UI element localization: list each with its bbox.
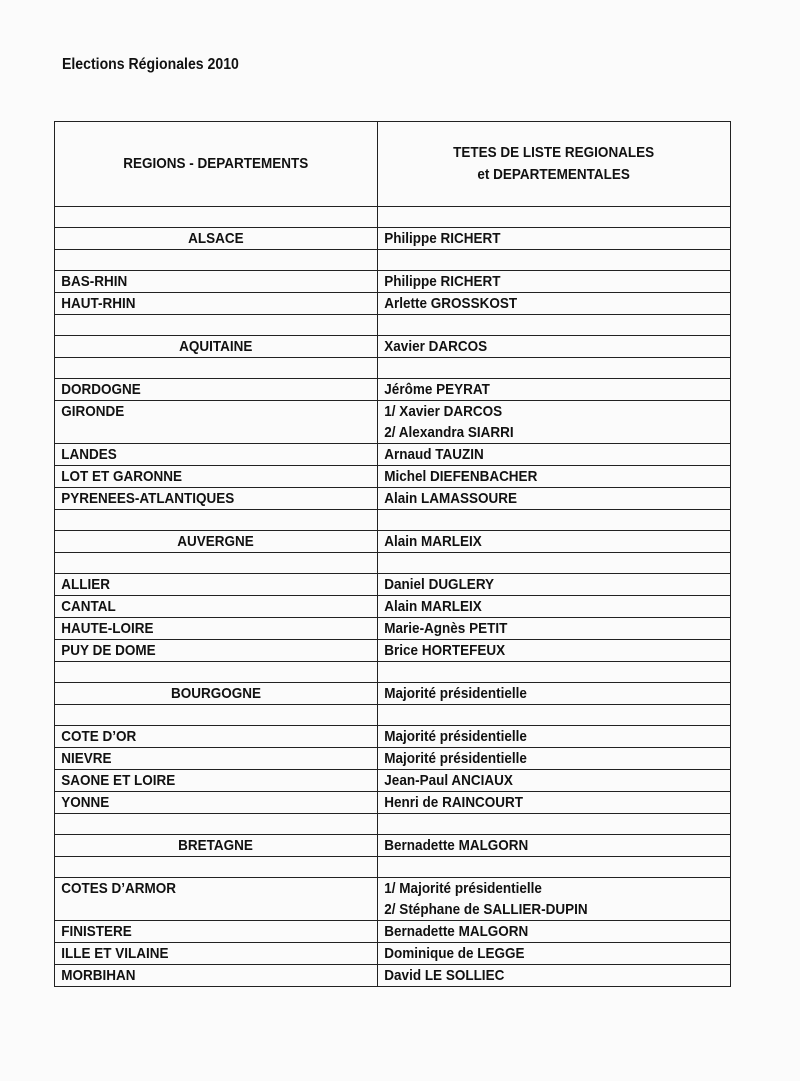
list-head-group — [378, 596, 482, 617]
department-row — [55, 379, 731, 401]
spacer-row — [55, 510, 731, 531]
department-name-cell — [55, 726, 378, 748]
spacer-row — [55, 250, 731, 271]
list-head-group — [378, 748, 527, 769]
list-head-name: Jean-Paul ANCIAUX — [384, 772, 513, 789]
document-title: Elections Régionales 2010 — [62, 56, 239, 73]
department-name-cell — [55, 401, 378, 444]
region-name-cell — [55, 683, 378, 705]
table-header-row — [55, 122, 731, 207]
list-head-group — [378, 726, 527, 747]
list-head-cell — [378, 574, 731, 596]
department-row — [55, 488, 731, 510]
list-head-name: Arlette GROSSKOST — [384, 295, 518, 312]
department-name-cell — [55, 488, 378, 510]
list-head-group — [378, 965, 504, 986]
list-head-name: 1/ Majorité présidentielle — [384, 880, 542, 897]
spacer-row — [55, 315, 731, 336]
list-head-cell — [378, 921, 731, 943]
spacer-row — [55, 358, 731, 379]
empty-cell — [55, 315, 378, 336]
list-head-name: Dominique de LEGGE — [384, 945, 525, 962]
department-row — [55, 792, 731, 814]
department-row — [55, 466, 731, 488]
list-head-group — [378, 574, 494, 595]
header-line-2: et DEPARTEMENTALES — [477, 166, 631, 183]
department-row — [55, 878, 731, 921]
list-head-cell — [378, 531, 731, 553]
empty-cell — [378, 315, 731, 336]
list-head-name: Bernadette MALGORN — [384, 923, 529, 940]
list-head-cell — [378, 293, 731, 315]
spacer-row — [55, 662, 731, 683]
list-head-cell — [378, 770, 731, 792]
region-row — [55, 228, 731, 250]
list-head-cell — [378, 878, 731, 921]
list-head-group — [378, 444, 484, 465]
list-head-cell — [378, 336, 731, 358]
spacer-row — [55, 705, 731, 726]
list-head-group — [378, 921, 528, 942]
department-row — [55, 293, 731, 315]
department-row — [55, 943, 731, 965]
department-name: SAONE ET LOIRE — [61, 772, 176, 789]
list-head-name: Philippe RICHERT — [384, 230, 501, 247]
list-head-cell — [378, 683, 731, 705]
department-row — [55, 444, 731, 466]
list-head-cell — [378, 943, 731, 965]
empty-cell — [55, 510, 378, 531]
empty-cell — [55, 207, 378, 228]
empty-cell — [378, 705, 731, 726]
list-head-cell — [378, 640, 731, 662]
list-head-cell — [378, 466, 731, 488]
department-name: PYRENEES-ATLANTIQUES — [61, 490, 235, 507]
empty-cell — [378, 857, 731, 878]
department-name-cell — [55, 293, 378, 315]
department-name-cell — [55, 379, 378, 401]
list-head-name: Alain MARLEIX — [384, 598, 482, 615]
list-head-cell — [378, 444, 731, 466]
region-name-cell — [55, 228, 378, 250]
list-head-group — [378, 379, 490, 400]
department-row — [55, 921, 731, 943]
department-row — [55, 401, 731, 444]
list-head-cell — [378, 271, 731, 293]
list-head-name: David LE SOLLIEC — [384, 967, 505, 984]
region-name: BOURGOGNE — [170, 685, 261, 702]
list-head-cell — [378, 748, 731, 770]
department-name-cell — [55, 466, 378, 488]
header-tetes-de-liste — [378, 122, 731, 207]
list-head-name: 2/ Alexandra SIARRI — [384, 424, 514, 441]
list-head-name: Majorité présidentielle — [384, 685, 527, 702]
department-name: DORDOGNE — [61, 381, 141, 398]
empty-cell — [55, 814, 378, 835]
list-head-name: Arnaud TAUZIN — [384, 446, 484, 463]
region-row — [55, 336, 731, 358]
region-name-cell — [55, 336, 378, 358]
department-name: ALLIER — [61, 576, 111, 593]
region-name-cell — [55, 531, 378, 553]
spacer-row — [55, 857, 731, 878]
list-head-cell — [378, 379, 731, 401]
empty-cell — [378, 250, 731, 271]
list-head-name: Alain LAMASSOURE — [384, 490, 518, 507]
empty-cell — [55, 662, 378, 683]
department-name: MORBIHAN — [61, 967, 136, 984]
region-name: AQUITAINE — [179, 338, 253, 355]
list-head-group — [378, 466, 537, 487]
list-head-cell — [378, 726, 731, 748]
list-head-group — [378, 792, 523, 813]
region-row — [55, 835, 731, 857]
list-head-cell — [378, 618, 731, 640]
empty-cell — [55, 705, 378, 726]
list-head-group — [378, 401, 514, 443]
department-name: YONNE — [61, 794, 110, 811]
list-head-cell — [378, 401, 731, 444]
list-head-group — [378, 618, 507, 639]
list-head-cell — [378, 792, 731, 814]
department-name: NIEVRE — [61, 750, 112, 767]
empty-cell — [378, 814, 731, 835]
list-head-group — [378, 336, 487, 357]
list-head-name: Henri de RAINCOURT — [384, 794, 524, 811]
list-head-name: Xavier DARCOS — [384, 338, 488, 355]
empty-cell — [378, 510, 731, 531]
empty-cell — [55, 358, 378, 379]
list-head-name: Majorité présidentielle — [384, 728, 527, 745]
department-name-cell — [55, 640, 378, 662]
empty-cell — [378, 207, 731, 228]
region-name-cell — [55, 835, 378, 857]
list-head-name: Philippe RICHERT — [384, 273, 501, 290]
department-name: COTE D’OR — [61, 728, 137, 745]
department-name-cell — [55, 271, 378, 293]
department-row — [55, 574, 731, 596]
empty-cell — [378, 358, 731, 379]
department-name-cell — [55, 921, 378, 943]
list-head-name: Marie-Agnès PETIT — [384, 620, 508, 637]
list-head-name: Daniel DUGLERY — [384, 576, 495, 593]
list-head-group — [378, 640, 505, 661]
empty-cell — [55, 553, 378, 574]
department-name: GIRONDE — [61, 403, 125, 420]
list-head-cell — [378, 835, 731, 857]
list-head-group — [378, 878, 588, 920]
department-name: FINISTERE — [61, 923, 132, 940]
department-name: COTES D’ARMOR — [61, 880, 177, 897]
department-name-cell — [55, 618, 378, 640]
region-name: BRETAGNE — [178, 837, 254, 854]
department-name: PUY DE DOME — [61, 642, 156, 659]
spacer-row — [55, 553, 731, 574]
list-head-group — [378, 293, 517, 314]
results-table — [54, 121, 731, 987]
list-head-group — [378, 228, 501, 249]
header-line-1: TETES DE LISTE REGIONALES — [453, 144, 655, 161]
list-head-cell — [378, 228, 731, 250]
department-row — [55, 618, 731, 640]
list-head-group — [378, 271, 501, 292]
department-name-cell — [55, 792, 378, 814]
department-name: CANTAL — [61, 598, 116, 615]
list-head-name: Jérôme PEYRAT — [384, 381, 490, 398]
department-row — [55, 596, 731, 618]
list-head-group — [378, 531, 482, 552]
list-head-name: 2/ Stéphane de SALLIER-DUPIN — [384, 901, 588, 918]
department-name: LOT ET GARONNE — [61, 468, 183, 485]
department-name-cell — [55, 596, 378, 618]
spacer-row — [55, 814, 731, 835]
department-name: HAUT-RHIN — [61, 295, 136, 312]
department-row — [55, 726, 731, 748]
empty-cell — [378, 553, 731, 574]
empty-cell — [55, 250, 378, 271]
department-name-cell — [55, 770, 378, 792]
list-head-cell — [378, 596, 731, 618]
list-head-group — [378, 835, 528, 856]
list-head-group — [378, 943, 525, 964]
list-head-name: Brice HORTEFEUX — [384, 642, 506, 659]
region-name: AUVERGNE — [177, 533, 255, 550]
department-row — [55, 965, 731, 987]
list-head-name: Alain MARLEIX — [384, 533, 482, 550]
department-name-cell — [55, 574, 378, 596]
empty-cell — [55, 857, 378, 878]
department-name: LANDES — [61, 446, 117, 463]
region-row — [55, 683, 731, 705]
department-name: ILLE ET VILAINE — [61, 945, 169, 962]
header-regions-departements: REGIONS - DEPARTEMENTS — [55, 122, 378, 207]
list-head-name: Michel DIEFENBACHER — [384, 468, 538, 485]
department-name-cell — [55, 748, 378, 770]
department-name-cell — [55, 965, 378, 987]
list-head-name: Bernadette MALGORN — [384, 837, 529, 854]
list-head-name: Majorité présidentielle — [384, 750, 527, 767]
region-row — [55, 531, 731, 553]
department-name-cell — [55, 943, 378, 965]
region-name: ALSACE — [188, 230, 244, 247]
department-row — [55, 770, 731, 792]
department-row — [55, 640, 731, 662]
list-head-cell — [378, 488, 731, 510]
department-name: HAUTE-LOIRE — [61, 620, 154, 637]
department-name: BAS-RHIN — [61, 273, 128, 290]
department-row — [55, 748, 731, 770]
department-row — [55, 271, 731, 293]
list-head-name: 1/ Xavier DARCOS — [384, 403, 503, 420]
empty-cell — [378, 662, 731, 683]
list-head-group — [378, 770, 513, 791]
department-name-cell — [55, 444, 378, 466]
list-head-group — [378, 683, 527, 704]
department-name-cell — [55, 878, 378, 921]
list-head-group — [378, 488, 517, 509]
list-head-cell — [378, 965, 731, 987]
spacer-row — [55, 207, 731, 228]
